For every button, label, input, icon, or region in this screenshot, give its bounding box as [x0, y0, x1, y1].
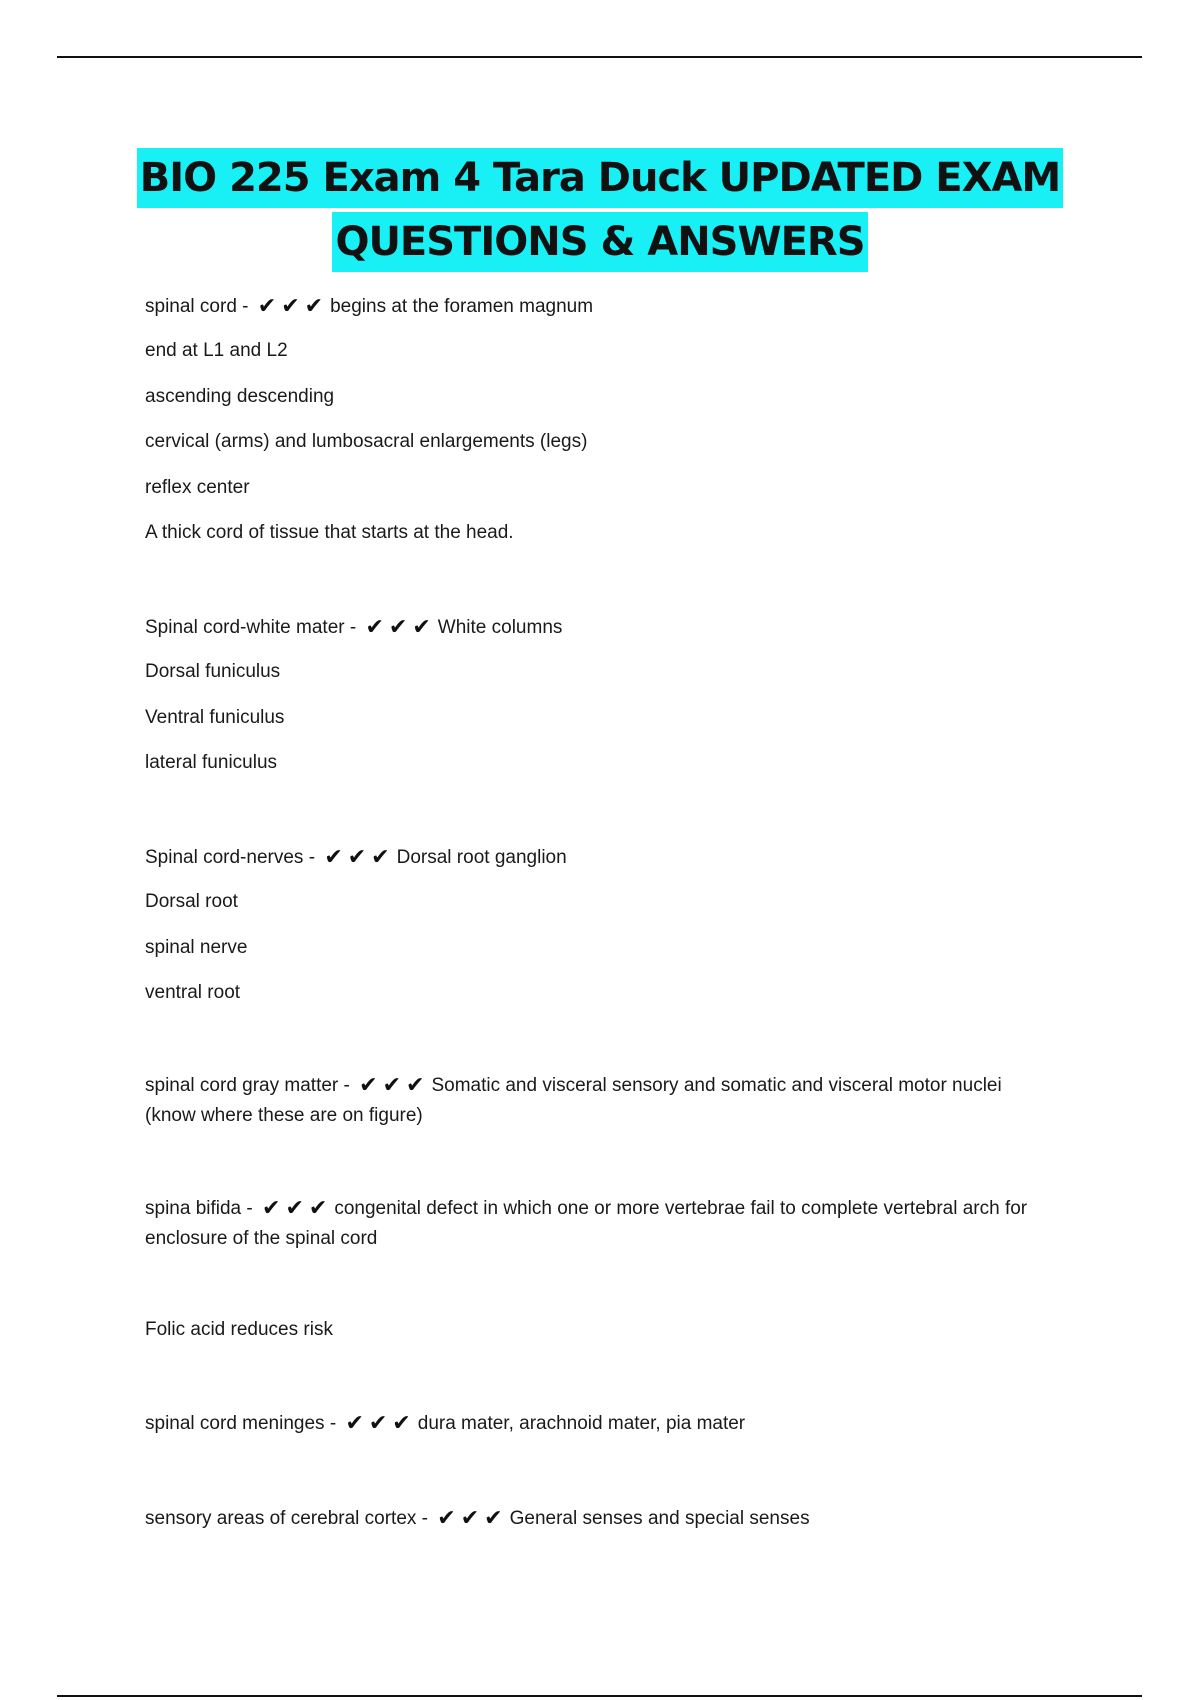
document-title	[0, 146, 1200, 274]
qa-entry-sensory-areas	[145, 1506, 810, 1531]
checkmark-icon: ✔✔✔	[345, 1410, 416, 1435]
entry-answer: Somatic and visceral sensory and somatic and visceral motor nuclei (know where these are on figure)	[145, 1075, 1002, 1126]
entry-term: Spinal cord-nerves -	[145, 847, 316, 868]
list-item: Folic acid reduces risk	[145, 1319, 333, 1340]
checkmark-icon: ✔✔✔	[257, 293, 329, 318]
entry-term: Spinal cord-white mater -	[145, 617, 357, 638]
top-rule	[57, 56, 1142, 58]
checkmark-icon: ✔✔✔	[437, 1505, 508, 1530]
list-item: reflex center	[145, 477, 250, 498]
entry-term: spinal cord -	[145, 296, 249, 317]
list-item: spinal nerve	[145, 937, 248, 958]
entry-term: spinal cord gray matter -	[145, 1075, 350, 1096]
entry-answer: congenital defect in which one or more vertebrae fail to complete vertebral arch for enclosure of the spinal cord	[145, 1198, 1028, 1249]
bottom-rule	[57, 1695, 1142, 1697]
qa-entry-spina-bifida	[145, 1193, 1045, 1254]
title-line-1: BIO 225 Exam 4 Tara Duck UPDATED EXAM	[137, 148, 1063, 208]
entry-term: spina bifida -	[145, 1198, 253, 1219]
entry-answer: General senses and special senses	[509, 1508, 810, 1529]
entry-answer: Dorsal root ganglion	[396, 847, 567, 868]
entry-answer: White columns	[437, 617, 563, 638]
checkmark-icon: ✔✔✔	[359, 1072, 430, 1097]
list-item: Ventral funiculus	[145, 707, 285, 728]
qa-entry-white-mater	[145, 615, 562, 640]
list-item: end at L1 and L2	[145, 340, 288, 361]
entry-term: spinal cord meninges -	[145, 1413, 337, 1434]
list-item: ventral root	[145, 982, 241, 1003]
entry-answer: dura mater, arachnoid mater, pia mater	[417, 1413, 746, 1434]
title-line-2: QUESTIONS & ANSWERS	[332, 212, 867, 272]
checkmark-icon: ✔✔✔	[324, 844, 395, 869]
list-item: A thick cord of tissue that starts at the head.	[145, 522, 514, 543]
entry-answer: begins at the foramen magnum	[330, 296, 594, 317]
checkmark-icon: ✔✔✔	[262, 1195, 333, 1220]
list-item: cervical (arms) and lumbosacral enlargements (legs)	[145, 431, 588, 452]
qa-entry-gray-matter	[145, 1070, 1045, 1131]
entry-term: sensory areas of cerebral cortex -	[145, 1508, 429, 1529]
qa-entry-nerves	[145, 845, 567, 870]
list-item: Dorsal funiculus	[145, 661, 281, 682]
list-item: lateral funiculus	[145, 752, 278, 773]
list-item: Dorsal root	[145, 891, 238, 912]
checkmark-icon: ✔✔✔	[365, 614, 436, 639]
list-item: ascending descending	[145, 386, 335, 407]
qa-entry-spinal-cord	[145, 294, 593, 319]
qa-entry-meninges	[145, 1411, 745, 1436]
